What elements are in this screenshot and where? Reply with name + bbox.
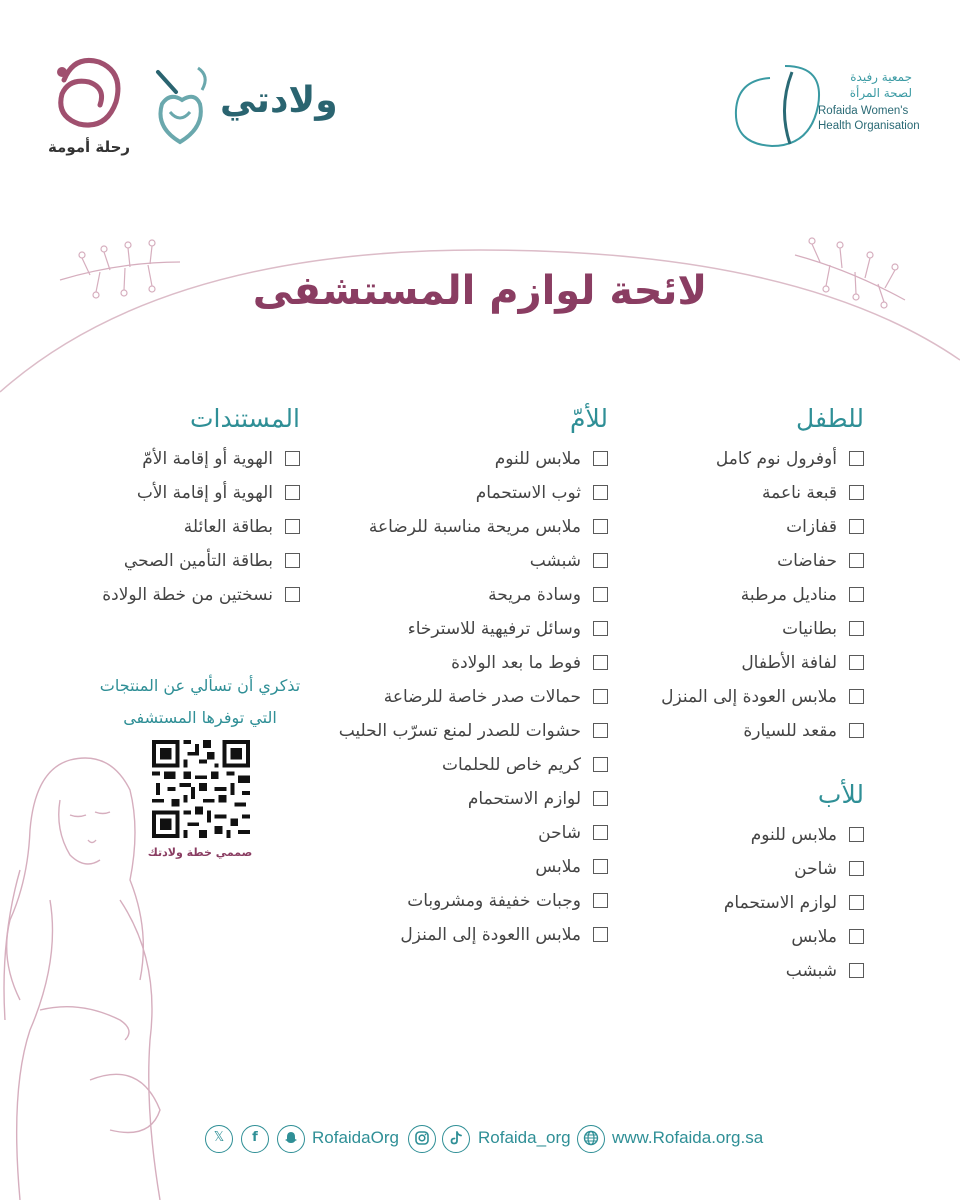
section-heading: للأب — [817, 780, 864, 809]
checkbox[interactable] — [849, 553, 864, 568]
checklist-item — [308, 685, 608, 719]
checklist-item — [308, 481, 608, 515]
checkbox[interactable] — [849, 519, 864, 534]
checkbox[interactable] — [593, 757, 608, 772]
wiladati-logo — [150, 62, 338, 152]
rihla-umuma-logo — [34, 50, 144, 160]
checklist-item-label: ملابس — [791, 927, 837, 947]
checkbox[interactable] — [849, 485, 864, 500]
checklist-item-label: لفافة الأطفال — [741, 653, 837, 673]
reminder-line2: التي توفرها المستشفى — [123, 708, 277, 727]
checklist-item-label: وسادة مريحة — [488, 585, 581, 605]
reminder-note — [80, 670, 320, 734]
checklist — [308, 447, 608, 957]
handle-rofaidaorg[interactable]: RofaidaOrg — [312, 1128, 399, 1147]
checklist — [40, 447, 300, 617]
snapchat-icon[interactable] — [277, 1125, 305, 1153]
checklist-item-label: شاحن — [794, 859, 837, 879]
checkbox[interactable] — [849, 655, 864, 670]
section-heading: للأمّ — [569, 404, 608, 433]
rofaida-english-line1: Rofaida Women's — [818, 105, 909, 117]
checklist-item-label: ملابس — [535, 857, 581, 877]
checklist-item-label: الهوية أو إقامة الأمّ — [142, 449, 273, 469]
tiktok-icon[interactable] — [442, 1125, 470, 1153]
checklist-item-label: أوفرول نوم كامل — [715, 449, 837, 469]
checklist-item-label: ملابس للنوم — [494, 449, 581, 469]
checkbox[interactable] — [285, 553, 300, 568]
checkbox[interactable] — [593, 893, 608, 908]
checklist-item — [308, 753, 608, 787]
checklist-item-label: لوازم الاستحمام — [723, 893, 837, 913]
instagram-icon[interactable] — [408, 1125, 436, 1153]
checklist-item — [308, 617, 608, 651]
checklist-item-label: لوازم الاستحمام — [467, 789, 581, 809]
checkbox[interactable] — [849, 929, 864, 944]
checklist-item — [308, 515, 608, 549]
checkbox[interactable] — [849, 895, 864, 910]
checkbox[interactable] — [593, 553, 608, 568]
checkbox[interactable] — [849, 451, 864, 466]
wiladati-word: ولادتي — [220, 80, 338, 121]
section-heading: المستندات — [189, 404, 300, 433]
checklist-item — [40, 583, 300, 617]
checkbox[interactable] — [593, 689, 608, 704]
checklist-item — [40, 447, 300, 481]
checklist-item-label: حفاضات — [777, 551, 837, 571]
rofaida-english-line2: Health Organisation — [818, 120, 920, 132]
checkbox[interactable] — [849, 723, 864, 738]
checklist-item-label: بطانيات — [782, 619, 837, 639]
checklist-item — [40, 515, 300, 549]
checklist-item — [308, 651, 608, 685]
checklist-item-label: مناديل مرطبة — [740, 585, 837, 605]
checklist-item-label: الهوية أو إقامة الأب — [136, 483, 273, 503]
page-title — [160, 268, 800, 314]
reminder-line1: تذكري أن تسألي عن المنتجات — [99, 676, 301, 695]
checkbox[interactable] — [593, 825, 608, 840]
checklist-item-label: بطاقة العائلة — [183, 517, 273, 537]
checkbox[interactable] — [849, 587, 864, 602]
title-light: لائحة لوازم — [489, 268, 708, 314]
checklist-item — [308, 787, 608, 821]
checklist-item — [308, 855, 608, 889]
facebook-icon[interactable]: f — [241, 1125, 269, 1153]
checklist-item — [308, 583, 608, 617]
checkbox[interactable] — [849, 621, 864, 636]
checklist-item-label: ملابس للنوم — [750, 825, 837, 845]
checklist-item — [40, 549, 300, 583]
checklist-item-label: ملابس العودة إلى المنزل — [661, 687, 837, 707]
checklist-item-label: مقعد للسيارة — [743, 721, 837, 741]
checklist-item-label: قبعة ناعمة — [762, 483, 837, 503]
title-bold: المستشفى — [252, 268, 476, 314]
handle-rofaida-org[interactable]: Rofaida_org — [478, 1128, 571, 1147]
checkbox[interactable] — [285, 587, 300, 602]
globe-icon[interactable] — [577, 1125, 605, 1153]
checklist-item-label: شبشب — [529, 551, 581, 571]
section-mother — [308, 404, 608, 957]
checkbox[interactable] — [593, 791, 608, 806]
checklist-item-label: قفازات — [786, 517, 837, 537]
checkbox[interactable] — [593, 859, 608, 874]
checkbox[interactable] — [593, 621, 608, 636]
checklist-item-label: ملابس االعودة إلى المنزل — [400, 925, 581, 945]
checklist-item — [40, 481, 300, 515]
checkbox[interactable] — [593, 655, 608, 670]
checkbox[interactable] — [593, 723, 608, 738]
checkbox[interactable] — [285, 485, 300, 500]
checklist-item — [308, 821, 608, 855]
checkbox[interactable] — [593, 927, 608, 942]
checklist-item-label: شبشب — [785, 961, 837, 981]
checklist-item-label: فوط ما بعد الولادة — [451, 653, 581, 673]
checklist-item — [308, 923, 608, 957]
checkbox[interactable] — [849, 861, 864, 876]
qr-caption: صممي خطة ولادتك — [147, 846, 253, 859]
checkbox[interactable] — [285, 451, 300, 466]
qr-code[interactable] — [152, 740, 250, 838]
website-link[interactable]: www.Rofaida.org.sa — [612, 1128, 764, 1147]
woman-illustration — [4, 758, 160, 1200]
checklist-item-label: بطاقة التأمين الصحي — [123, 551, 273, 571]
checklist-item-label: حشوات للصدر لمنع تسرّب الحليب — [338, 721, 581, 741]
checkbox[interactable] — [593, 587, 608, 602]
section-heading: للطفل — [796, 404, 864, 433]
checklist-item — [308, 549, 608, 583]
checkbox[interactable] — [285, 519, 300, 534]
x-icon[interactable]: 𝕏 — [205, 1125, 233, 1153]
checkbox[interactable] — [849, 689, 864, 704]
rofaida-arabic-line1: جمعية رفيدة — [850, 70, 912, 84]
section-documents — [40, 404, 300, 617]
checklist-item-label: شاحن — [538, 823, 581, 843]
checklist-item-label: وجبات خفيفة ومشروبات — [407, 891, 581, 911]
checklist-item — [308, 719, 608, 753]
checklist-item — [308, 889, 608, 923]
checklist-item — [308, 447, 608, 481]
checkbox[interactable] — [849, 827, 864, 842]
rofaida-logo — [730, 58, 930, 153]
checklist-item-label: ملابس مريحة مناسبة للرضاعة — [368, 517, 581, 537]
checklist-item-label: نسختين من خطة الولادة — [102, 585, 273, 605]
checklist-item — [544, 959, 864, 993]
rihla-caption: رحلة أمومة — [47, 138, 131, 156]
checkbox[interactable] — [593, 485, 608, 500]
checklist-item-label: ثوب الاستحمام — [475, 483, 581, 503]
checkbox[interactable] — [593, 451, 608, 466]
rofaida-arabic-line2: لصحة المرأة — [849, 86, 912, 100]
social-footer — [200, 1122, 800, 1158]
checkbox[interactable] — [593, 519, 608, 534]
checklist-item-label: حمالات صدر خاصة للرضاعة — [383, 687, 581, 707]
checklist-item-label: وسائل ترفيهية للاسترخاء — [407, 619, 581, 639]
checkbox[interactable] — [849, 963, 864, 978]
checklist-item-label: كريم خاص للحلمات — [442, 755, 581, 775]
